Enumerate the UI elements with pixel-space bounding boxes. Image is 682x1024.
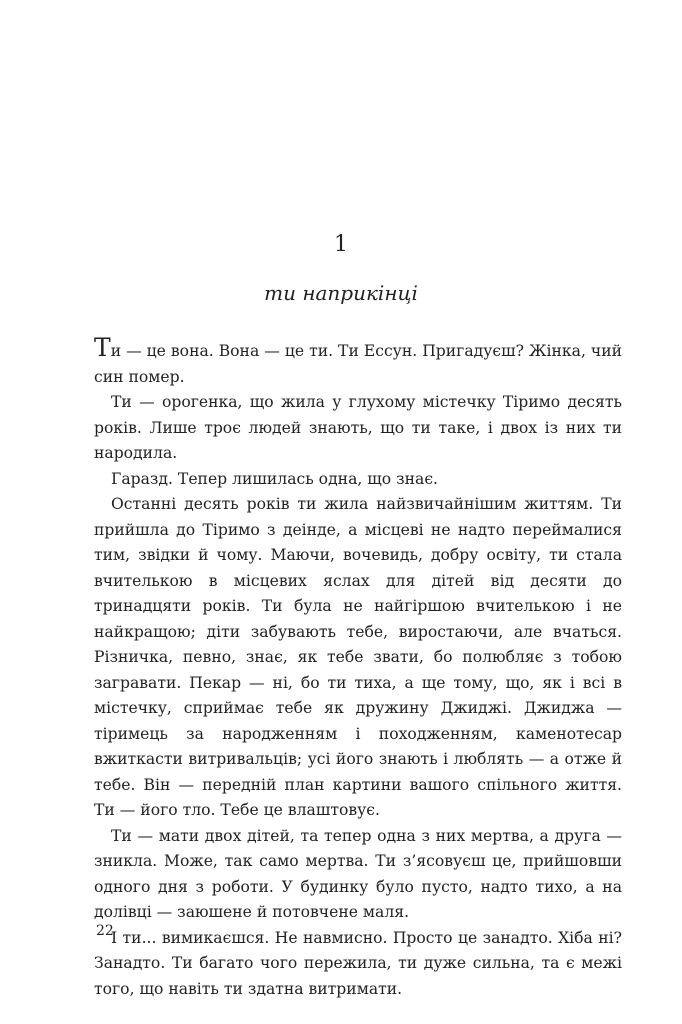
body-text [94, 333, 622, 1002]
chapter-title: ти наприкінці [264, 281, 418, 305]
paragraph [94, 333, 622, 390]
drop-cap: Т [94, 333, 111, 362]
page-number: 22 [96, 923, 114, 939]
paragraph: Ти — орогенка, що жила у глухому містечку Тіримо десять років. Лише троє людей знають, що ти таке, і двох із них ти народила. [94, 393, 622, 462]
chapter-number: 1 [334, 232, 348, 257]
paragraph: Гаразд. Тепер лишилась одна, що знає. [111, 469, 439, 488]
paragraph: Останні десять років ти жила найзвичайнішим життям. Ти прийшла до Тіримо з деінде, а місцеві не надто переймалися тим, звідки й чому. Маючи, вочевидь, добру освіту, ти стала вчителькою в місцевих яслах для дітей від десяти до тринадцяти років. Ти була не найгіршою вчителькою і не найкращою; діти забувають тебе, виростаючи, але вчаться. Різничка, певно, знає, як тебе звати, бо полюбляє з тобою загравати. Пекар — ні, бо ти тиха, а ще тому, що, як і всі в містечку, сприймає тебе як дружину Джиджі. Джиджа — тіримець за народженням і походженням, каменотесар вжиткасти витривальців; усі його знають і люблять — а отже й тебе. Він — передній план картини вашого спільного життя. Ти — його тло. Тебе це влаштовує. [94, 495, 622, 819]
paragraph: І ти... вимикаєшся. Не навмисно. Просто це занадто. Хіба ні? Занадто. Ти багато чого пережила, ти дуже сильна, та є межі того, що навіть ти здатна витримати. [94, 928, 622, 998]
paragraph: Ти — мати двох дітей, та тепер одна з них мертва, а друга — зникла. Може, так само мертва. Ти з’ясовуєш це, прийшовши одного дня з роботи. У будинку було пусто, надто тихо, а на долівці — заюшене й потовчене маля. [94, 826, 622, 921]
paragraph-text: и — це вона. Вона — це ти. Ти Ессун. Пригадуєш? Жінка, чий син помер. [94, 342, 622, 386]
